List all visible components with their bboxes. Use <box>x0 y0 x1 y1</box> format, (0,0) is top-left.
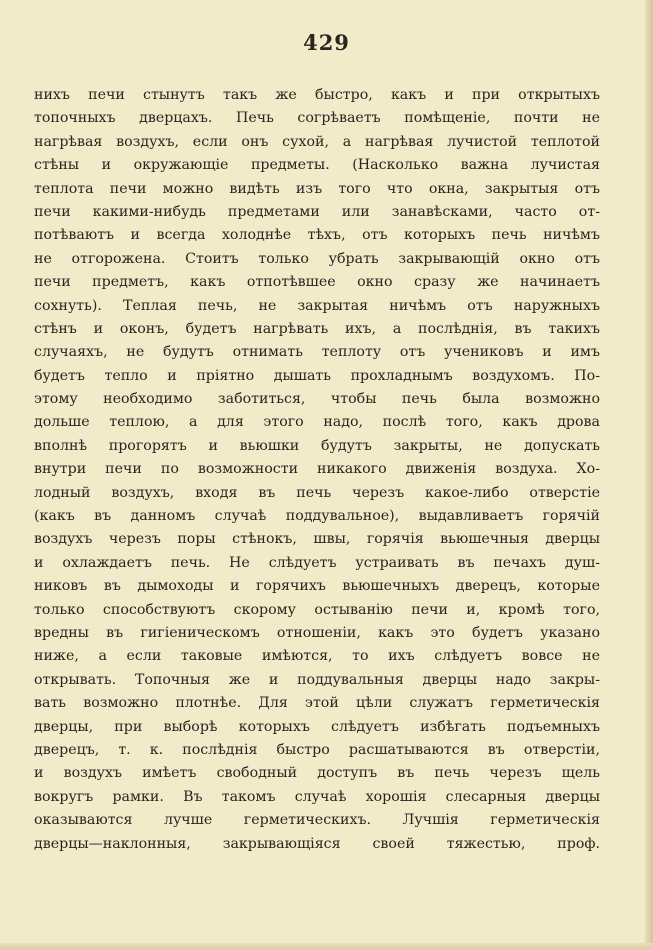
text-line: открывать. Топочныя же и поддувальныя дверцы надо закры- <box>34 671 600 688</box>
text-line: вать возможно плотнѣе. Для этой цѣли служатъ герметическія <box>34 695 600 712</box>
text-line: и охлаждаетъ печь. Не слѣдуетъ устраивать въ печахъ душ- <box>34 554 600 571</box>
text-line: оказываются лучше герметическихъ. Лучшія герметическія <box>34 812 600 829</box>
text-line: печи какими-нибудь предметами или занавѣсками, часто от- <box>34 203 600 220</box>
text-line: потѣваютъ и всегда холоднѣе тѣхъ, отъ которыхъ печь ничѣмъ <box>34 227 600 244</box>
text-line: дольше теплою, а для этого надо, послѣ того, какъ дрова <box>34 414 600 431</box>
page-edge-right <box>645 0 653 949</box>
text-line: нихъ печи стынутъ такъ же быстро, какъ и при открытыхъ <box>34 87 600 103</box>
text-line: воздухъ черезъ поры стѣнокъ, швы, горячія вьюшечныя дверцы <box>34 531 600 548</box>
text-line: случаяхъ, не будутъ отнимать теплоту отъ учениковъ и имъ <box>34 344 600 361</box>
body-text <box>34 84 600 856</box>
text-line: лодный воздухъ, входя въ печь черезъ какое-либо отверстіе <box>34 484 600 501</box>
text-line: будетъ тепло и пріятно дышать прохладнымъ воздухомъ. По- <box>34 367 600 384</box>
text-line: и воздухъ имѣетъ свободный доступъ въ печь черезъ щель <box>34 765 600 782</box>
text-line: внутри печи по возможности никакого движенія воздуха. Хо- <box>34 461 600 478</box>
text-line: (какъ въ данномъ случаѣ поддувальное), выдавливаетъ горячій <box>34 508 600 525</box>
text-line: топочныхъ дверцахъ. Печь согрѣваетъ помѣщеніе, почти не <box>34 110 600 127</box>
text-line: вредны въ гигіеническомъ отношеніи, какъ это будетъ указано <box>34 624 600 641</box>
page-edge-bottom <box>0 943 653 949</box>
text-line: сохнуть). Теплая печь, не закрытая ничѣмъ отъ наружныхъ <box>34 297 600 314</box>
text-line: ниже, а если таковые имѣются, то ихъ слѣдуетъ вовсе не <box>34 648 600 665</box>
text-line: теплота печи можно видѣть изъ того что окна, закрытыя отъ <box>34 180 600 197</box>
text-line: печи предметъ, какъ отпотѣвшее окно сразу же начинаетъ <box>34 274 600 291</box>
text-line: только способствуютъ скорому остыванію печи и, кромѣ того, <box>34 601 600 618</box>
text-line: вокругъ рамки. Въ такомъ случаѣ хорошія слесарныя дверцы <box>34 788 600 805</box>
text-line: никовъ въ дымоходы и горячихъ вьюшечныхъ дверецъ, которые <box>34 578 600 595</box>
text-line: нагрѣвая воздухъ, если онъ сухой, а нагрѣвая лучистой теплотой <box>34 133 600 150</box>
text-line: стѣны и окружающіе предметы. (Насколько важна лучистая <box>34 157 600 174</box>
page-number: 429 <box>303 30 350 55</box>
text-line: вполнѣ прогорятъ и вьюшки будутъ закрыты, не допускать <box>34 437 600 454</box>
text-line: стѣнъ и оконъ, будетъ нагрѣвать ихъ, а послѣднія, въ такихъ <box>34 320 600 337</box>
text-line: дверцы—наклонныя, закрывающіяся своей тяжестью, проф. <box>34 835 600 852</box>
text-line: дверецъ, т. к. послѣднія быстро расшатываются въ отверстіи, <box>34 741 600 758</box>
text-line: не отгорожена. Стоитъ только убрать закрывающій окно отъ <box>34 250 600 267</box>
text-line: дверцы, при выборѣ которыхъ слѣдуетъ избѣгать подъемныхъ <box>34 718 600 735</box>
text-line: этому необходимо заботиться, чтобы печь была возможно <box>34 391 600 408</box>
